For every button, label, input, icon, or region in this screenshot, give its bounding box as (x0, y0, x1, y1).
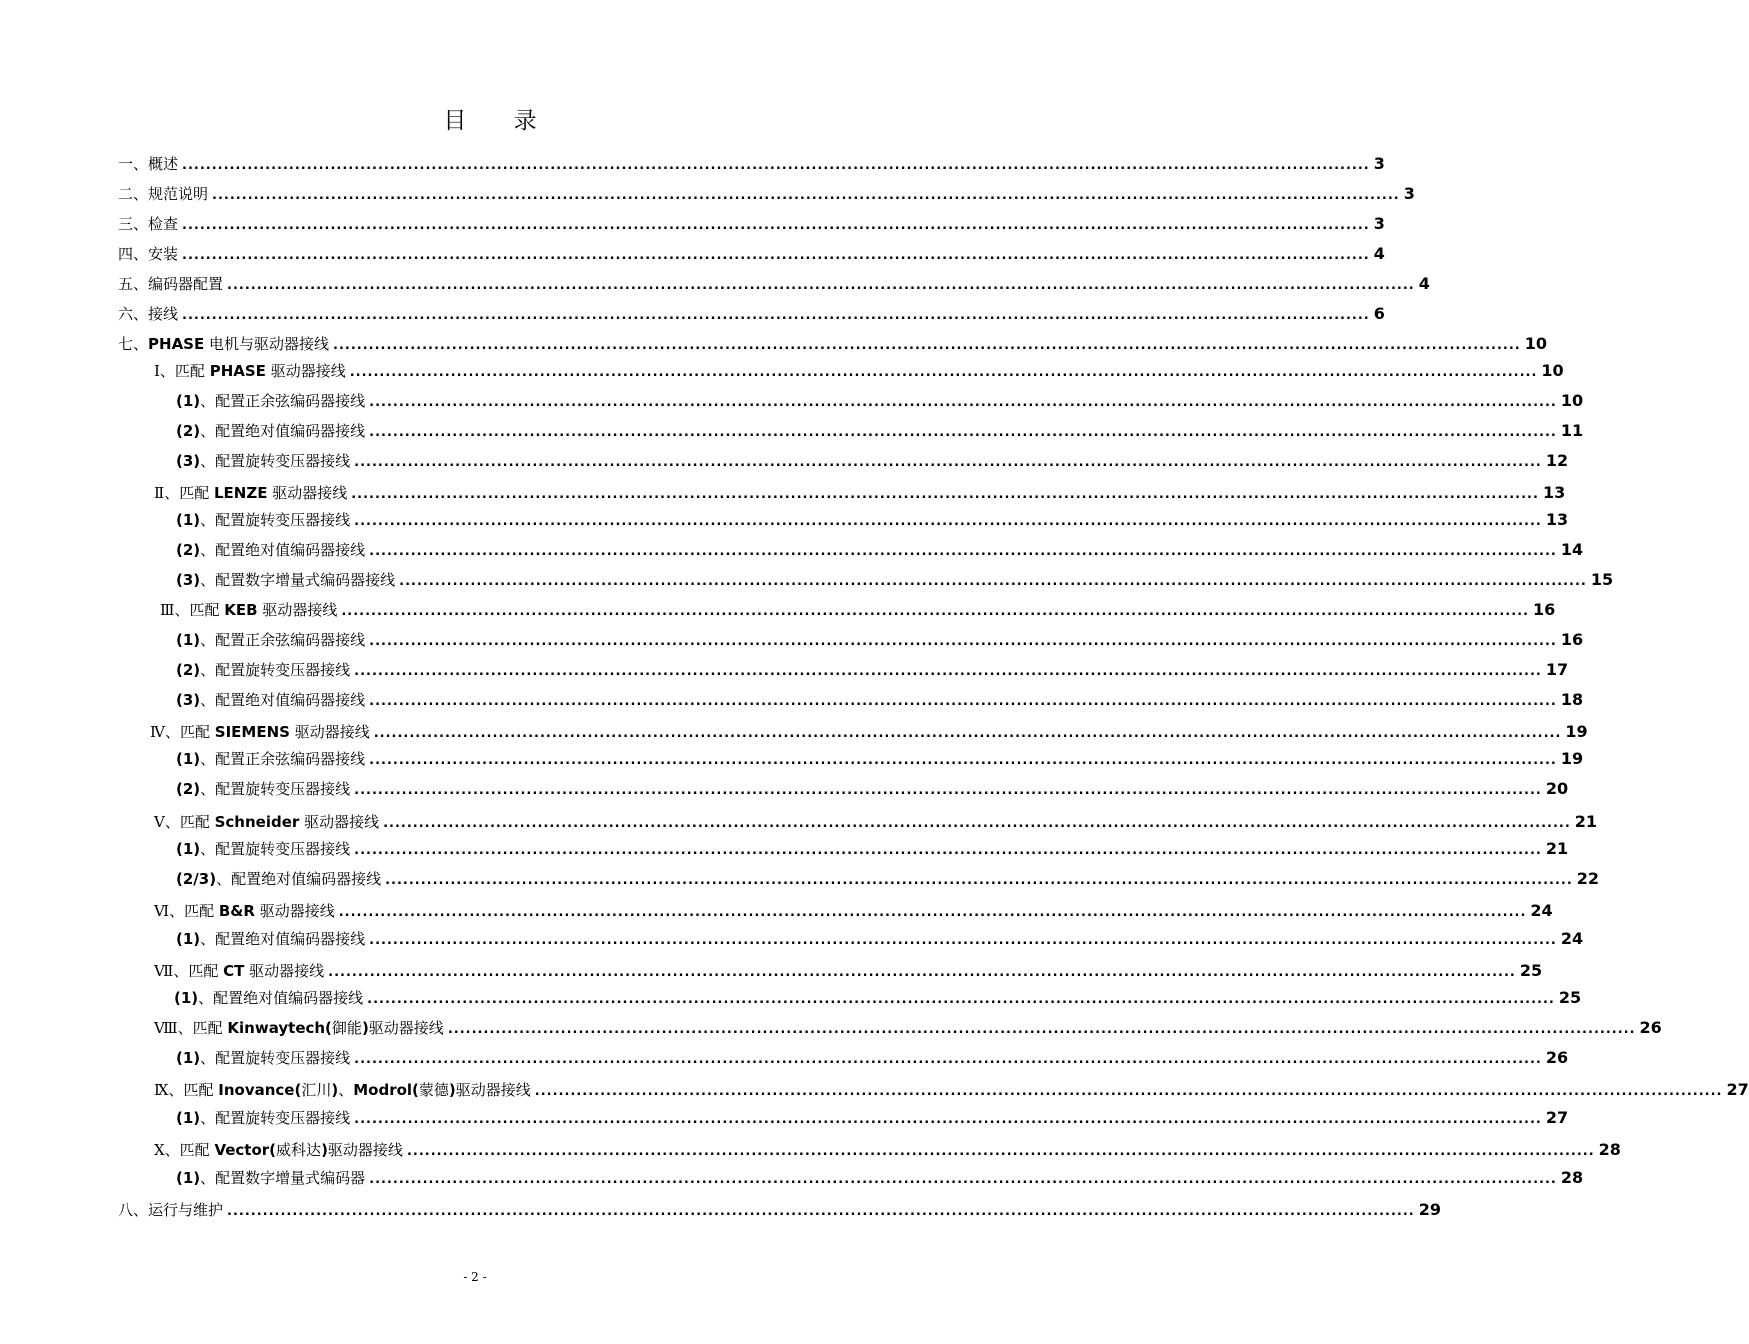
toc-label-part: (1) (176, 930, 201, 948)
toc-entry-label (176, 629, 365, 651)
toc-label-part: B&R (218, 902, 255, 920)
dot-leader: ........................................................................................................................................................................................................ (227, 278, 1415, 293)
toc-label-part: Schneider (214, 813, 300, 831)
toc-entry[interactable] (150, 721, 1588, 743)
toc-label-part: Ⅸ、匹配 (154, 1081, 219, 1099)
toc-entry[interactable] (176, 868, 1600, 890)
toc-entry[interactable] (176, 450, 1569, 472)
page-title: 目 录 (443, 108, 557, 134)
toc-entry-label (176, 539, 365, 561)
toc-page-number: 12 (1545, 451, 1569, 470)
toc-label-part: (1) (176, 1169, 201, 1187)
dot-leader: ........................................................................................................................................................................................................ (369, 544, 1557, 559)
dot-leader: ........................................................................................................................................................................................................ (369, 933, 1557, 948)
dot-leader: ........................................................................................................................................................................................................ (369, 753, 1557, 768)
dot-leader: ........................................................................................................................................................................................................ (212, 188, 1400, 203)
toc-entry-label (176, 838, 350, 860)
toc-label-part: (2) (176, 422, 201, 440)
toc-entry[interactable] (160, 599, 1556, 621)
page-number-footer: - 2 - (463, 1270, 487, 1284)
dot-leader: ........................................................................................................................................................................................................ (182, 158, 1370, 173)
toc-label-part: (2) (176, 780, 201, 798)
toc-page-number: 26 (1639, 1018, 1662, 1037)
toc-label-part: 蒙德 (418, 1081, 449, 1099)
toc-entry[interactable] (176, 838, 1569, 860)
toc-label-part: 、配置旋转变压器接线 (200, 780, 351, 798)
toc-page-number: 11 (1560, 421, 1584, 440)
toc-page-number: 10 (1541, 361, 1564, 380)
toc-label-part: 驱动器接线 (289, 723, 370, 741)
toc-label-part: 、配置数字增量式编码器接线 (200, 571, 396, 589)
toc-label-part: 驱动器接线 (244, 962, 325, 980)
toc-page-number: 20 (1545, 779, 1569, 798)
toc-label-part: 驱动器接线 (299, 813, 380, 831)
toc-page-number: 22 (1576, 869, 1600, 888)
dot-leader: ........................................................................................................................................................................................................ (354, 664, 1542, 679)
toc-label-part: PHASE (209, 362, 266, 380)
toc-label-part: Ⅹ、匹配 (154, 1141, 215, 1159)
toc-label-part: 、 (338, 1081, 354, 1099)
toc-entry-label (154, 1139, 403, 1161)
toc-label-part: (2) (176, 541, 201, 559)
toc-label-part: 、配置旋转变压器接线 (200, 511, 351, 529)
toc-label-part: 、配置正余弦编码器接线 (200, 392, 366, 410)
toc-label-part: 驱动器接线 (254, 902, 335, 920)
toc-label-part: 、配置正余弦编码器接线 (200, 750, 366, 768)
toc-label-part: Kinwaytech( (227, 1019, 332, 1037)
toc-label-part: 驱动器接线 (265, 362, 346, 380)
toc-page-number: 6 (1373, 304, 1385, 323)
toc-entry-label (176, 1167, 365, 1189)
toc-entry-label (176, 450, 350, 472)
toc-label-part: (1) (176, 1109, 201, 1127)
toc-page-number: 15 (1590, 570, 1614, 589)
toc-label-part: Ⅵ、匹配 (154, 902, 219, 920)
toc-entry-label (154, 482, 347, 504)
toc-entry[interactable] (174, 987, 1582, 1009)
toc-label-part: (1) (176, 631, 201, 649)
toc-entry[interactable] (118, 153, 1385, 175)
toc-label-part: 御能 (331, 1019, 362, 1037)
dot-leader: ........................................................................................................................................................................................................ (349, 365, 1538, 380)
toc-label-part: 五、编码器配置 (118, 275, 224, 293)
toc-label-part: 、配置数字增量式编码器 (200, 1169, 366, 1187)
toc-entry[interactable] (118, 183, 1415, 205)
toc-entry[interactable] (154, 811, 1598, 833)
toc-label-part: (1) (176, 511, 201, 529)
toc-page-number: 3 (1403, 184, 1415, 203)
toc-page-number: 25 (1558, 988, 1582, 1007)
toc-label-part: Ⅴ、匹配 (154, 813, 215, 831)
toc-page-number: 14 (1560, 540, 1584, 559)
toc-entry-label (154, 900, 335, 922)
toc-label-part: 、配置正余弦编码器接线 (200, 631, 366, 649)
toc-label-part: 驱动器接线 (257, 601, 338, 619)
toc-label-part: 二、规范说明 (118, 185, 209, 203)
toc-entry[interactable] (176, 569, 1614, 591)
dot-leader: ........................................................................................................................................................................................................ (328, 965, 1516, 980)
toc-label-part: (1) (176, 1049, 201, 1067)
toc-label-part: 汇川 (301, 1081, 332, 1099)
dot-leader: ........................................................................................................................................................................................................ (447, 1022, 1636, 1037)
toc-page-number: 10 (1560, 391, 1584, 410)
toc-label-part: (1) (176, 840, 201, 858)
toc-label-part: Inovance( (218, 1081, 302, 1099)
dot-leader: ........................................................................................................................................................................................................ (369, 634, 1557, 649)
dot-leader: ........................................................................................................................................................................................................ (406, 1144, 1595, 1159)
toc-entry[interactable] (176, 778, 1569, 800)
toc-page-number: 28 (1560, 1168, 1584, 1187)
toc-entry[interactable] (176, 1047, 1569, 1069)
toc-label-part: 四、安装 (118, 245, 179, 263)
toc-entry-label (176, 569, 395, 591)
toc-entry-label (176, 420, 365, 442)
toc-entry-label (174, 987, 363, 1009)
toc-entry-label (154, 960, 324, 982)
toc-entry[interactable] (118, 243, 1385, 265)
toc-page-number: 4 (1418, 274, 1430, 293)
toc-entry-label (154, 1079, 531, 1101)
toc-entry[interactable] (154, 900, 1553, 922)
toc-label-part: 八、运行与维护 (118, 1201, 224, 1219)
toc-entry[interactable] (176, 1167, 1584, 1189)
dot-leader: ........................................................................................................................................................................................................ (367, 992, 1555, 1007)
toc-entry[interactable] (118, 303, 1385, 325)
dot-leader: ........................................................................................................................................................................................................ (354, 514, 1542, 529)
toc-entry[interactable] (154, 1017, 1662, 1039)
toc-page-number: 18 (1560, 690, 1584, 709)
toc-label-part: 、配置旋转变压器接线 (200, 1049, 351, 1067)
toc-entry[interactable] (176, 748, 1584, 770)
toc-entry-label (176, 1107, 350, 1129)
toc-entry[interactable] (176, 629, 1584, 651)
toc-label-part: 六、接线 (118, 305, 179, 323)
dot-leader: ........................................................................................................................................................................................................ (354, 1052, 1542, 1067)
dot-leader: ........................................................................................................................................................................................................ (369, 395, 1557, 410)
dot-leader: ........................................................................................................................................................................................................ (182, 308, 1370, 323)
toc-label-part: 、配置绝对值编码器接线 (200, 422, 366, 440)
dot-leader: ........................................................................................................................................................................................................ (369, 1172, 1557, 1187)
dot-leader: ........................................................................................................................................................................................................ (399, 574, 1587, 589)
dot-leader: ........................................................................................................................................................................................................ (369, 425, 1557, 440)
toc-page-number: 4 (1373, 244, 1385, 263)
toc-entry[interactable] (176, 390, 1584, 412)
toc-entry-label (118, 273, 223, 295)
toc-entry[interactable] (154, 482, 1566, 504)
dot-leader: ........................................................................................................................................................................................................ (227, 1204, 1415, 1219)
toc-label-part: 驱动器接线 (368, 1019, 444, 1037)
toc-entry-label (154, 811, 379, 833)
dot-leader: ........................................................................................................................................................................................................ (341, 604, 1530, 619)
toc-label-part: Ⅶ、匹配 (154, 962, 224, 980)
toc-page-number: 19 (1560, 749, 1584, 768)
toc-label-part: Ⅲ、匹配 (160, 601, 225, 619)
toc-page-number: 16 (1533, 600, 1556, 619)
toc-label-part: 电机与驱动器接线 (204, 335, 330, 353)
toc-entry-label (118, 213, 178, 235)
toc-label-part: ) (448, 1081, 456, 1099)
toc-entry-label (176, 689, 365, 711)
dot-leader: ........................................................................................................................................................................................................ (373, 726, 1562, 741)
toc-page-number: 24 (1530, 901, 1553, 920)
toc-entry[interactable] (118, 333, 1547, 355)
toc-entry[interactable] (154, 1139, 1621, 1161)
toc-label-part: (1) (176, 750, 201, 768)
toc-entry-label (176, 778, 350, 800)
toc-label-part: (3) (176, 452, 201, 470)
toc-label-part: 、配置旋转变压器接线 (200, 452, 351, 470)
toc-page-number: 27 (1726, 1080, 1749, 1099)
toc-entry[interactable] (154, 360, 1564, 382)
toc-entry-label (154, 360, 346, 382)
toc-entry[interactable] (176, 509, 1569, 531)
dot-leader: ........................................................................................................................................................................................................ (354, 783, 1542, 798)
toc-page-number: 3 (1373, 154, 1385, 173)
toc-page-number: 13 (1545, 510, 1569, 529)
dot-leader: ........................................................................................................................................................................................................ (369, 694, 1557, 709)
toc-entry[interactable] (154, 960, 1543, 982)
toc-label-part: Vector( (214, 1141, 277, 1159)
toc-page-number: 27 (1545, 1108, 1569, 1127)
toc-label-part: Ⅱ、匹配 (154, 484, 214, 502)
toc-page-number: 29 (1418, 1200, 1441, 1219)
toc-label-part: 、配置绝对值编码器接线 (216, 870, 382, 888)
dot-leader: ........................................................................................................................................................................................................ (534, 1084, 1723, 1099)
toc-label-part: 、配置绝对值编码器接线 (200, 541, 366, 559)
dot-leader: ........................................................................................................................................................................................................ (351, 487, 1539, 502)
toc-page-number: 10 (1524, 334, 1547, 353)
toc-entry-label (118, 183, 208, 205)
toc-label-part: 驱动器接线 (455, 1081, 531, 1099)
toc-label-part: ) (361, 1019, 369, 1037)
toc-page-number: 17 (1545, 660, 1569, 679)
toc-entry-label (118, 1199, 223, 1221)
toc-label-part: Ⅷ、匹配 (154, 1019, 228, 1037)
dot-leader: ........................................................................................................................................................................................................ (182, 218, 1370, 233)
dot-leader: ........................................................................................................................................................................................................ (354, 455, 1542, 470)
toc-label-part: CT (223, 962, 245, 980)
toc-page-number: 3 (1373, 214, 1385, 233)
dot-leader: ........................................................................................................................................................................................................ (333, 338, 1521, 353)
toc-label-part: 、配置绝对值编码器接线 (200, 930, 366, 948)
toc-label-part: SIEMENS (214, 723, 290, 741)
toc-label-part: Ⅳ、匹配 (150, 723, 215, 741)
dot-leader: ........................................................................................................................................................................................................ (182, 248, 1370, 263)
toc-entry-label (176, 868, 381, 890)
toc-entry-label (176, 748, 365, 770)
toc-label-part: 、配置绝对值编码器接线 (198, 989, 364, 1007)
toc-entry[interactable] (176, 1107, 1569, 1129)
toc-label-part: 驱动器接线 (327, 1141, 403, 1159)
toc-label-part: LENZE (213, 484, 268, 502)
toc-entry[interactable] (176, 420, 1584, 442)
toc-label-part: (2/3) (176, 870, 217, 888)
toc-label-part: 七、 (118, 335, 149, 353)
toc-entry-label (176, 1047, 350, 1069)
dot-leader: ........................................................................................................................................................................................................ (338, 905, 1527, 920)
toc-entry-label (160, 599, 337, 621)
toc-page-number: 28 (1598, 1140, 1621, 1159)
toc-page-number: 21 (1545, 839, 1569, 858)
dot-leader: ........................................................................................................................................................................................................ (385, 873, 1573, 888)
toc-entry[interactable] (118, 1199, 1441, 1221)
toc-label-part: (3) (176, 691, 201, 709)
toc-label-part: 一、概述 (118, 155, 179, 173)
toc-entry-label (176, 928, 365, 950)
toc-label-part: ) (321, 1141, 328, 1159)
toc-page-number: 16 (1560, 630, 1584, 649)
toc-label-part: 、配置旋转变压器接线 (200, 840, 351, 858)
toc-entry-label (176, 390, 365, 412)
dot-leader: ........................................................................................................................................................................................................ (383, 816, 1571, 831)
toc-label-part: (3) (176, 571, 201, 589)
toc-entry[interactable] (118, 213, 1385, 235)
toc-entry[interactable] (176, 539, 1584, 561)
dot-leader: ........................................................................................................................................................................................................ (354, 1112, 1542, 1127)
toc-entry-label (118, 303, 178, 325)
toc-label-part: 威科达 (276, 1141, 322, 1159)
toc-label-part: KEB (224, 601, 258, 619)
toc-label-part: 、配置旋转变压器接线 (200, 661, 351, 679)
toc-page-number: 13 (1542, 483, 1566, 502)
toc-label-part: Modrol( (353, 1081, 419, 1099)
toc-entry-label (176, 509, 350, 531)
toc-label-part: (1) (174, 989, 199, 1007)
toc-entry-label (118, 243, 178, 265)
toc-entry[interactable] (176, 928, 1584, 950)
toc-label-part: ) (331, 1081, 339, 1099)
toc-label-part: (1) (176, 392, 201, 410)
toc-label-part: 驱动器接线 (267, 484, 348, 502)
toc-page-number: 26 (1545, 1048, 1569, 1067)
toc-entry[interactable] (176, 659, 1569, 681)
toc-page-number: 21 (1574, 812, 1598, 831)
toc-page-number: 25 (1519, 961, 1543, 980)
toc-entry-label (118, 333, 329, 355)
toc-label-part: (2) (176, 661, 201, 679)
dot-leader: ........................................................................................................................................................................................................ (354, 843, 1542, 858)
toc-entry[interactable] (154, 1079, 1749, 1101)
toc-entry[interactable] (118, 273, 1430, 295)
toc-page-number: 19 (1565, 722, 1588, 741)
toc-entry-label (150, 721, 370, 743)
toc-page-number: 24 (1560, 929, 1584, 948)
toc-label-part: 、配置旋转变压器接线 (200, 1109, 351, 1127)
toc-label-part: 、配置绝对值编码器接线 (200, 691, 366, 709)
toc-label-part: 三、检查 (118, 215, 179, 233)
toc-entry[interactable] (176, 689, 1584, 711)
toc-entry-label (154, 1017, 444, 1039)
toc-label-part: Ⅰ、匹配 (154, 362, 210, 380)
toc-label-part: PHASE (148, 335, 205, 353)
toc-entry-label (118, 153, 178, 175)
toc-entry-label (176, 659, 350, 681)
